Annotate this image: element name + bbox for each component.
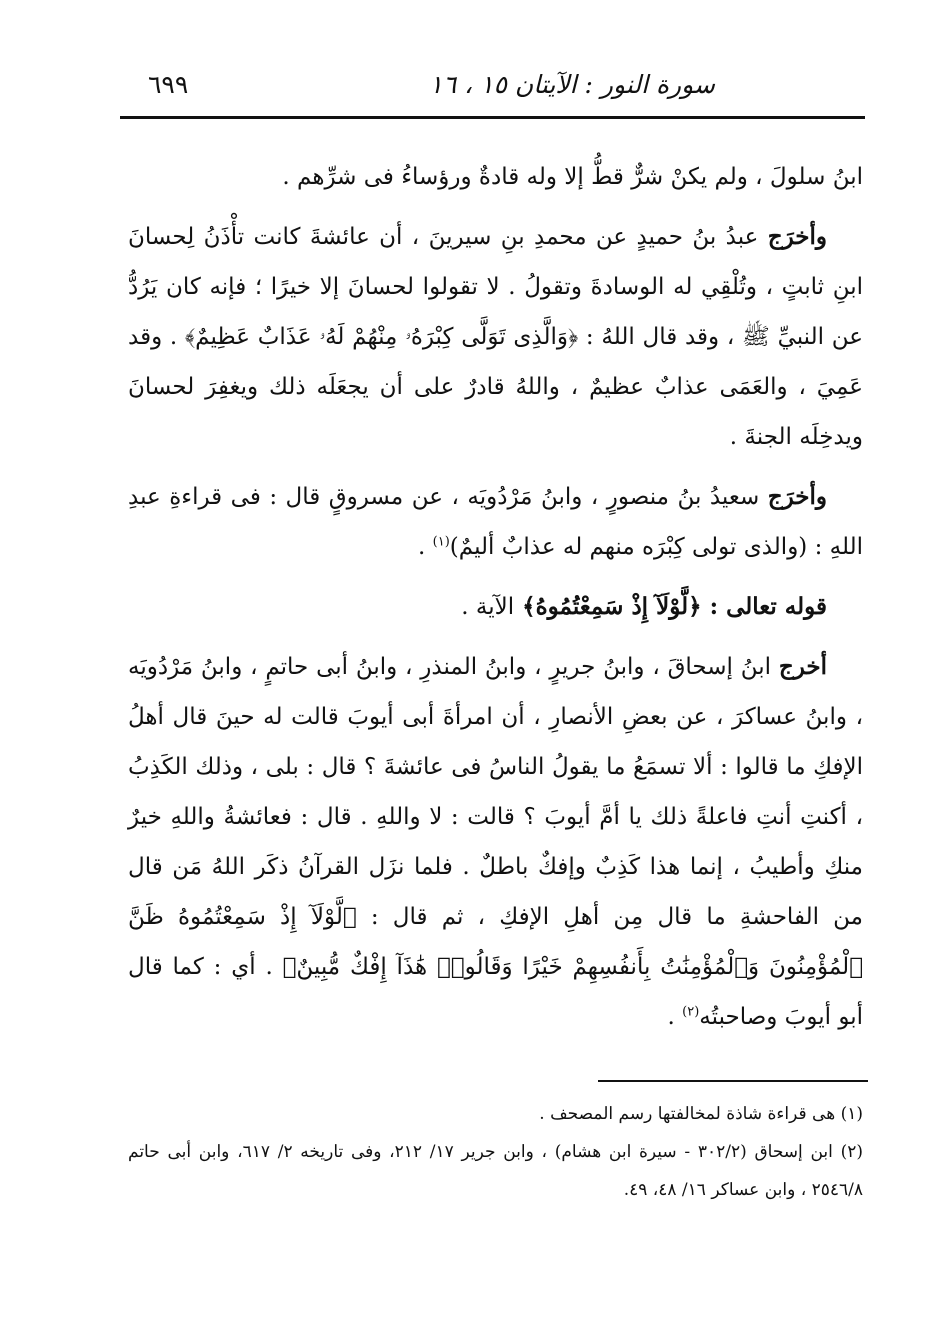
- footnote-ref-2: (٢): [682, 1004, 700, 1020]
- paragraph-2-lead: وأخرَج: [767, 223, 827, 250]
- footnote-ref-1: (١): [432, 534, 450, 550]
- paragraph-1: [128, 152, 863, 202]
- paragraph-2: [128, 212, 863, 462]
- paragraph-2-text: عبدُ بنُ حميدٍ عن محمدِ بنِ سيرينَ ، أن عائشةَ كانت تأْذَنُ لِحسانَ ابنِ ثابتٍ ، وتُلْقِي له الوسادةَ وتقولُ . لا تقولوا لحسانَ إلا خيرًا ؛ فإنه كان يَرُدُّ عن النبيِّ ﷺ ، وقد قال اللهُ : ﴿وَالَّذِى تَوَلَّى كِبْرَهُۥ مِنْهُمْ لَهُۥ عَذَابٌ عَظِيمٌ﴾ . وقد عَمِيَ ، والعَمَى عذابٌ عظيمٌ ، واللهُ قادرٌ على أن يجعَلَه ذلك ويغفِرَ لحسانَ ويدخِلَه الجنةَ .: [128, 224, 863, 450]
- paragraph-3-lead: وأخرَج: [767, 483, 828, 510]
- paragraph-3-tail: .: [418, 534, 433, 560]
- heading-verse: ﴿لَّوْلَآ إِذْ سَمِعْتُمُوهُ﴾: [522, 593, 702, 620]
- footnote-2: (٢) ابن إسحاق (٣٠٢/٢ - سيرة ابن هشام) ، وابن جرير ١٧/ ٢١٢، وفى تاريخه ٢/ ٦١٧، وابن أبى حاتم ٢٥٤٦/٨ ، وابن عساكر ١٦/ ٤٨، ٤٩.: [128, 1142, 864, 1200]
- footnote-divider: [598, 1080, 868, 1082]
- page-number: ٦٩٩: [148, 70, 189, 99]
- paragraph-3-text: سعيدُ بنُ منصورٍ ، وابنُ مَرْدُويَه ، عن مسروقٍ قال : فى قراءةِ عبدِ اللهِ : (والذى تولى كِبْرَه منهم له عذابٌ أليمٌ): [128, 484, 863, 560]
- paragraph-3: [128, 472, 863, 572]
- footnotes: [128, 1095, 863, 1209]
- paragraph-4-lead: أخرج: [778, 653, 828, 680]
- paragraph-4-tail: .: [667, 1004, 683, 1030]
- page-header: [120, 62, 865, 112]
- heading-tail: الآية .: [461, 594, 515, 620]
- paragraph-4: [128, 642, 863, 1042]
- paragraph-4-text: ابنُ إسحاقَ ، وابنُ جريرٍ ، وابنُ المنذرِ ، وابنُ أبى حاتمٍ ، وابنُ مَرْدُويَه ، وابنُ عساكرَ ، عن بعضِ الأنصارِ ، أن امرأةَ أبى أيوبَ قالت له حينَ قال أهلُ الإفكِ ما قالوا : ألا تسمَعُ ما يقولُ الناسُ فى عائشةَ ؟ قال : بلى ، وذلك الكَذِبُ ، أكنتِ أنتِ فاعلةً ذلك يا أمَّ أيوبَ ؟ قالت : لا واللهِ . قال : فعائشةُ واللهِ خيرٌ منكِ وأطيبُ ، إنما هذا كَذِبٌ وإفكٌ باطلٌ . فلما نزَل القرآنُ ذكَر اللهُ مَن قال من الفاحشةِ ما قال مِن أهلِ الإفكِ ، ثم قال : ﴿لَّوْلَآ إِذْ سَمِعْتُمُوهُ ظَنَّ ٱلْمُؤْمِنُونَ وَٱلْمُؤْمِنَٰتُ بِأَنفُسِهِمْ خَيْرًا وَقَالُوا۟ هَٰذَآ إِفْكٌ مُّبِينٌ﴾ . أي : كما قال أبو أيوبَ وصاحبتُه: [128, 654, 863, 1030]
- footnote-1: (١) هى قراءة شاذة لمخالفتها رسم المصحف .: [539, 1104, 863, 1124]
- running-title: سورة النور : الآيتان ١٥ ، ١٦: [429, 70, 715, 99]
- section-heading: [128, 582, 863, 632]
- main-text: [128, 152, 863, 1052]
- header-divider: [120, 116, 865, 119]
- heading-lead: قوله تعالى :: [709, 593, 827, 620]
- paragraph-1-text: ابنُ سلولَ ، ولم يكنْ شرٌّ قطُّ إلا وله قادةٌ ورؤساءُ فى شرِّهم .: [282, 164, 863, 190]
